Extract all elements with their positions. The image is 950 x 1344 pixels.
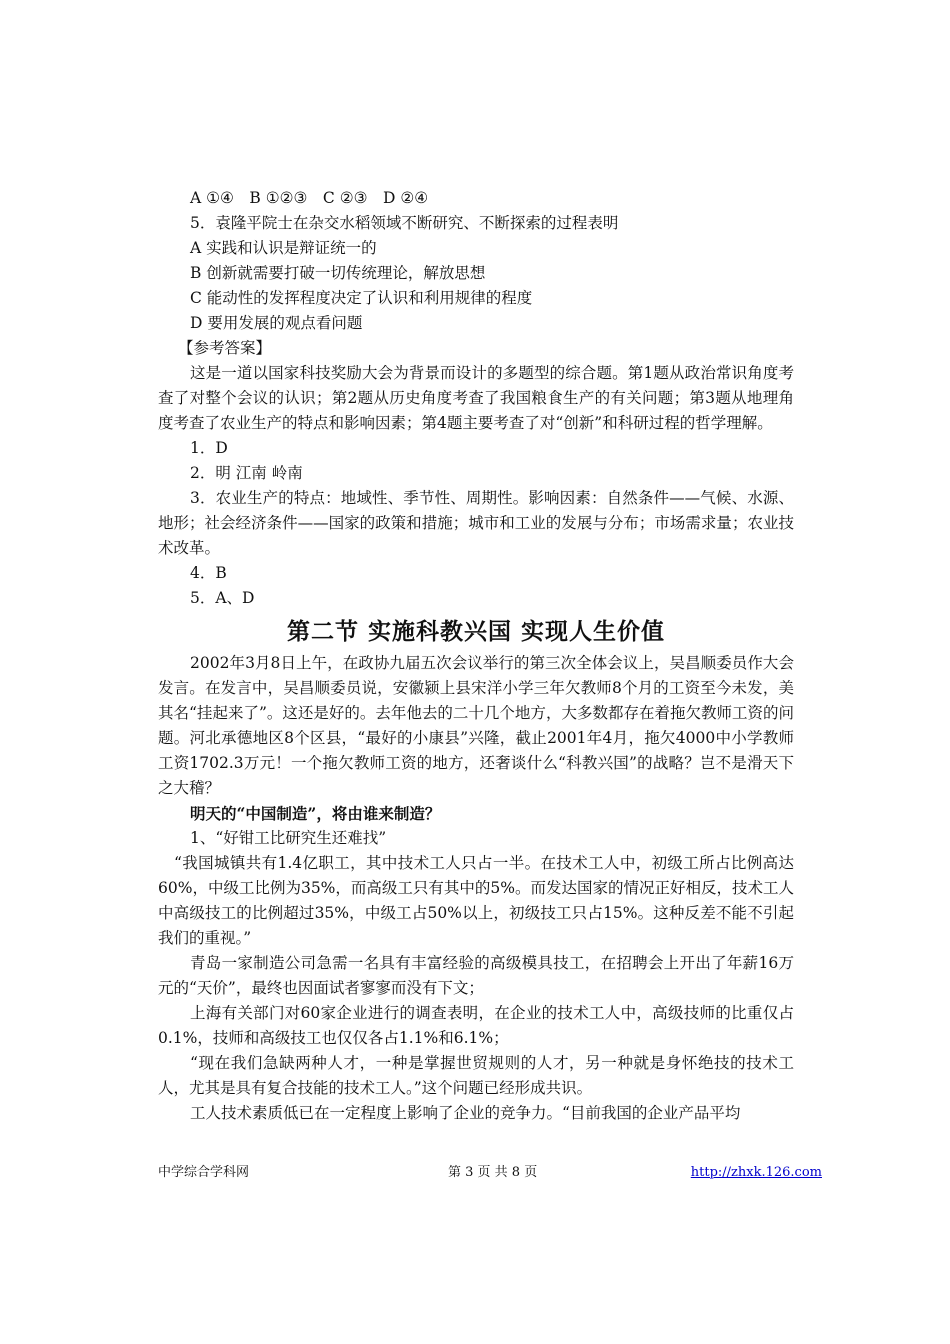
section-paragraph-6: 工人技术素质低已在一定程度上影响了企业的竞争力。“目前我国的企业产品平均 [190,1104,741,1122]
section-paragraph-4: 上海有关部门对60家企业进行的调查表明，在企业的技术工人中，高级技师的比重仅占0.1%，技师和高级技工也仅仅各占1.1%和6.1%； [158,1004,794,1047]
footer-page-number: 第 3 页 共 8 页 [448,1165,538,1180]
subheading-1: 1、“好钳工比研究生还难找” [190,829,387,847]
section-title: 第二节 实施科教兴国 实现人生价值 [286,618,665,645]
q4-options: A ①④ B ①②③ C ②③ D ②④ [190,189,429,207]
section-paragraph-5: “现在我们急缺两种人才，一种是掌握世贸规则的人才，另一种就是身怀绝技的技术工人，尤其是具有复合技能的技术工人。”这个问题已经形成共识。 [158,1054,794,1097]
footer-url-link[interactable]: http://zhxk.126.com [690,1165,822,1180]
q5-option-b: B 创新就需要打破一切传统理论，解放思想 [190,264,486,282]
section-paragraph-1: 2002年3月8日上午，在政协九届五次会议举行的第三次全体会议上，吴昌顺委员作大会发言。在发言中，吴昌顺委员说，安徽颍上县宋洋小学三年欠教师8个月的工资至今未发，美其名“挂起来了”。这还是好的。去年他去的二十几个地方，大多数都存在着拖欠教师工资的问题。河北承德地区8个区县，“最好的小康县”兴隆，截止2001年4月，拖欠4000中小学教师工资1702.3万元！一个拖欠教师工资的地方，还奢谈什么“科教兴国”的战略？岂不是滑天下之大稽？ [158,654,794,797]
answer-2: 2．明 江南 岭南 [190,464,303,482]
section-paragraph-3: 青岛一家制造公司急需一名具有丰富经验的高级模具技工，在招聘会上开出了年薪16万元的“天价”，最终也因面试者寥寥而没有下文； [158,954,794,997]
answers-heading: 【参考答案】 [178,339,272,357]
answer-3: 3．农业生产的特点：地域性、季节性、周期性。影响因素：自然条件——气候、水源、地形；社会经济条件——国家的政策和措施；城市和工业的发展与分布；市场需求量；农业技术改革。 [158,489,794,557]
q5-option-a: A 实践和认识是辩证统一的 [190,239,377,257]
section-paragraph-2: “我国城镇共有1.4亿职工，其中技术工人只占一半。在技术工人中，初级工所占比例高达60%，中级工比例为35%，而高级工只有其中的5%。而发达国家的情况正好相反，技术工人中高级技工的比例超过35%，中级工占50%以上，初级技工只占15%。这种反差不能不引起我们的重视。” [158,854,794,947]
q5-option-d: D 要用发展的观点看问题 [190,314,363,332]
answers-intro: 这是一道以国家科技奖励大会为背景而设计的多题型的综合题。第1题从政治常识角度考查了对整个会议的认识；第2题从历史角度考查了我国粮食生产的有关问题；第3题从地理角度考查了农业生产的特点和影响因素；第4题主要考查了对“创新”和科研过程的哲学理解。 [158,364,794,432]
bold-subheading: 明天的“中国制造”，将由谁来制造？ [190,804,441,823]
document-body [158,186,794,1126]
answer-5: 5．A、D [190,589,255,607]
q5-stem: 5．袁隆平院士在杂交水稻领域不断研究、不断探索的过程表明 [190,214,619,232]
q5-option-c: C 能动性的发挥程度决定了认识和利用规律的程度 [190,289,533,307]
footer-site-name: 中学综合学科网 [158,1165,250,1180]
answer-4: 4．B [190,564,227,582]
answer-1: 1．D [190,439,228,457]
